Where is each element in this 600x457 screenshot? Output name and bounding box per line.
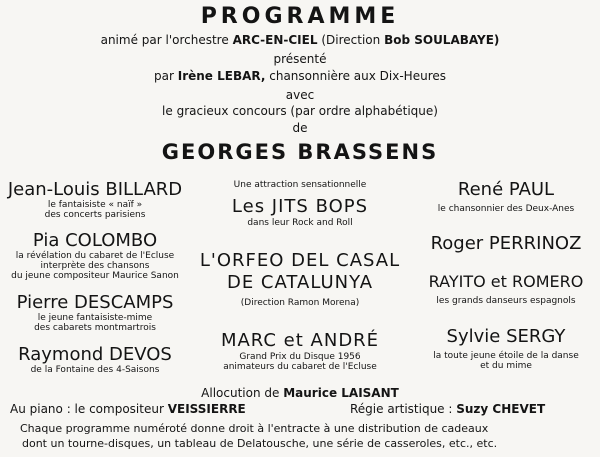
artist-name-line2: DE CATALUNYA xyxy=(226,272,374,293)
artist-desc: dans leur Rock and Roll xyxy=(247,218,353,228)
artist-block-colombo xyxy=(4,231,186,281)
artist-desc: les grands danseurs espagnols xyxy=(436,296,576,306)
headliner-name: GEORGES BRASSENS xyxy=(161,140,439,164)
artist-desc: interprète des chansons xyxy=(40,261,150,271)
artist-desc: (Direction Ramon Morena) xyxy=(240,298,360,308)
artist-preface: Une attraction sensationnelle xyxy=(233,180,367,190)
intro-line-de: de xyxy=(292,121,308,135)
orchestra-director: Bob SOULABAYE) xyxy=(384,33,500,47)
intro-presenter-prefix: par xyxy=(154,69,174,83)
presenter-role: chansonnière aux Dix-Heures xyxy=(269,69,446,83)
regie-prefix: Régie artistique : xyxy=(350,402,453,416)
artist-block-billard xyxy=(4,180,186,220)
artist-desc: des cabarets montmartrois xyxy=(34,323,156,333)
artist-desc: et du mime xyxy=(480,361,532,371)
intro-line-presenter xyxy=(0,69,600,83)
artist-desc: animateurs du cabaret de l'Ecluse xyxy=(223,362,377,372)
gift-note-line-2: dont un tourne-disques, un tableau de Delatousche, une série de casseroles, etc., etc. xyxy=(22,437,498,450)
artist-name-line1: L'ORFEO DEL CASAL xyxy=(199,250,401,271)
intro-line-presente: présenté xyxy=(273,52,327,66)
intro-orchestra-prefix: animé par l'orchestre xyxy=(100,33,229,47)
artist-name: RAYITO et ROMERO xyxy=(428,272,584,291)
artist-desc: la révélation du cabaret de l'Ecluse xyxy=(15,251,175,261)
artist-desc: le chansonnier des Deux-Anes xyxy=(437,204,575,214)
artist-block-descamps xyxy=(4,293,186,333)
artist-desc: le jeune fantaisiste-mime xyxy=(37,313,153,323)
intro-line-avec: avec xyxy=(285,88,315,102)
allocution-line xyxy=(0,386,600,400)
allocution-prefix: Allocution de xyxy=(201,386,280,400)
artist-block-marc-andre xyxy=(190,330,410,372)
artist-name: Raymond DEVOS xyxy=(18,344,172,365)
artist-desc: du jeune compositeur Maurice Sanon xyxy=(11,271,179,281)
artist-name: Jean-Louis BILLARD xyxy=(7,179,183,200)
piano-line xyxy=(10,403,246,416)
artist-block-sergy xyxy=(416,327,596,371)
piano-name: VEISSIERRE xyxy=(167,402,246,416)
artist-name: Sylvie SERGY xyxy=(446,326,566,347)
artist-block-jits-bops xyxy=(190,180,410,228)
artist-desc: le fantaisiste « naïf » xyxy=(47,200,143,210)
artist-block-devos xyxy=(4,345,186,375)
presenter-name: Irène LEBAR, xyxy=(177,69,266,83)
artist-block-orfeo xyxy=(190,250,410,308)
artist-name: Les JITS BOPS xyxy=(231,196,369,217)
regie-line xyxy=(350,403,545,416)
intro-direction-label: (Direction xyxy=(321,33,381,47)
artist-desc: des concerts parisiens xyxy=(44,210,146,220)
artist-name: René PAUL xyxy=(457,179,555,200)
gift-note-line-1: Chaque programme numéroté donne droit à l'entracte à une distribution de cadeaux xyxy=(20,422,489,435)
artist-block-perrinoz xyxy=(416,234,596,254)
regie-name: Suzy CHEVET xyxy=(456,402,546,416)
piano-prefix: Au piano : le compositeur xyxy=(10,402,164,416)
artist-name: Pierre DESCAMPS xyxy=(16,292,174,313)
artist-desc: Grand Prix du Disque 1956 xyxy=(239,352,361,362)
artist-block-paul xyxy=(416,180,596,214)
artist-name: Pia COLOMBO xyxy=(32,230,158,251)
artist-name: Roger PERRINOZ xyxy=(430,233,582,254)
orchestra-name: ARC-EN-CIEL xyxy=(232,33,318,47)
intro-line-concours: le gracieux concours (par ordre alphabétique) xyxy=(162,104,438,118)
intro-line-orchestra xyxy=(0,33,600,47)
artist-desc: de la Fontaine des 4-Saisons xyxy=(30,365,160,375)
artist-block-rayito-romero xyxy=(416,272,596,306)
allocution-name: Maurice LAISANT xyxy=(283,386,399,400)
artist-name: MARC et ANDRÉ xyxy=(220,330,380,351)
programme-title: PROGRAMME xyxy=(200,4,400,29)
artist-desc: la toute jeune étoile de la danse xyxy=(433,351,579,361)
